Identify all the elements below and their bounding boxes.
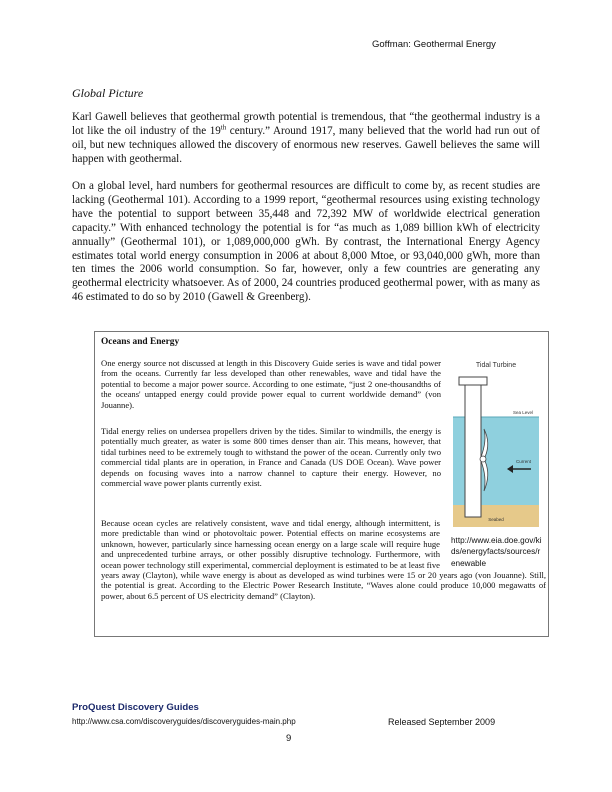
figure-source-link[interactable]: http://www.eia.doe.gov/kids/energyfacts/sources/renewable (451, 536, 542, 568)
figure-title: Tidal Turbine (475, 362, 517, 369)
sidebar-paragraph-1: One energy source not discussed at length in this Discovery Guide series is wave and tidal power from the oceans. Currently far less developed than other renewables, wave and tidal have the potential to become a major power source. According to one estimate, “just 2 one-thousandths of the oceans' untapped energy could provide power equal to current worldwide demand” (von Jouanne). (101, 358, 441, 410)
sidebar-box (94, 331, 549, 637)
sidebar-paragraph-2: Tidal energy relies on undersea propellers driven by the tides. Similar to windmills, the energy is potentially much greater, as water is some 800 times denser than air. This means, however, that tidal turbines need to be extremely tough to withstand the power of the ocean. Currently only two commercial tidal plants are in operation, in France and Canada (US DOE Ocean). Wave power depends on focusing waves into a narrow channel to capture their energy. However, no commercial wave power plants currently exist. (101, 426, 441, 489)
paragraph-1-part2: century.” Around 1917, many believed that the world had run out of oil, but new techniques allowed the discovery of enormous new reserves. Gawell believes the same will happen with geothermal. (72, 124, 540, 165)
turbine-hub (480, 456, 486, 462)
paragraph-2: On a global level, hard numbers for geothermal resources are difficult to come by, as recent studies are lacking (Geothermal 101). According to a 1999 report, “geothermal resources using existing technology have the potential to support between 35,448 and 72,392 MW of worldwide electrical generation capacity.” With enhanced technology the potential is for “as much as 1,089 billion kWh of electricity annually” (Geothermal 101), or 1,089,000,000 gWh. By contrast, the International Energy Agency estimates total world energy consumption in 2006 at about 8,000 Mtoe, or 93,040,000 gWh, more than ten times the 2006 world consumption. So far, however, only a few countries are generating any geothermal electricity whatsoever. As of 2000, 24 countries produced geothermal power, with as many as 46 estimated to do so by 2010 (Gawell & Greenberg). (72, 180, 540, 304)
turbine-platform (459, 377, 487, 385)
sidebar-title: Oceans and Energy (101, 337, 180, 347)
turbine-tower (465, 379, 481, 517)
paragraph-1 (72, 111, 540, 167)
superscript-th: th (220, 123, 227, 132)
footer-publication: ProQuest Discovery Guides (72, 702, 199, 713)
running-header: Goffman: Geothermal Energy (372, 39, 496, 50)
sea-level-label: Sea Level (512, 410, 533, 415)
tidal-turbine-figure (451, 357, 541, 527)
current-label: Current (515, 459, 531, 464)
footer-url-link[interactable]: http://www.csa.com/discoveryguides/discoveryguides-main.php (72, 717, 296, 726)
seabed-label: Seabed (488, 517, 504, 522)
footer-release-date: Released September 2009 (388, 717, 496, 727)
paragraph-1-part1: Karl Gawell believes that geothermal growth potential is tremendous, that “the geothermal industry is a lot like the oil industry of the 19 (72, 111, 540, 137)
page-number: 9 (286, 733, 292, 744)
section-title: Global Picture (72, 86, 144, 100)
sidebar-paragraph-3-text: Because ocean cycles are relatively consistent, wave and tidal energy, although intermittent, is more predictable than wind or photovoltaic power. Potential effects on marine ecosystems are unknown, however, particularly since harnessing ocean energy on a large scale will require huge and unprecedented turbine arrays, or other possibly disruptive technology. Furthermore, with ocean power technology still experimental, commercial deployment is estimated to be at least five years away (Clayton), while wave energy is about as developed as wind turbines were 15 or 20 years ago (von Jouanne). Still, the potential is great. According to the Electric Power Research Institute, “Waves alone could produce 10,000 megawatts of power, about 6.5 percent of US electricity demand” (Clayton). (101, 518, 546, 601)
